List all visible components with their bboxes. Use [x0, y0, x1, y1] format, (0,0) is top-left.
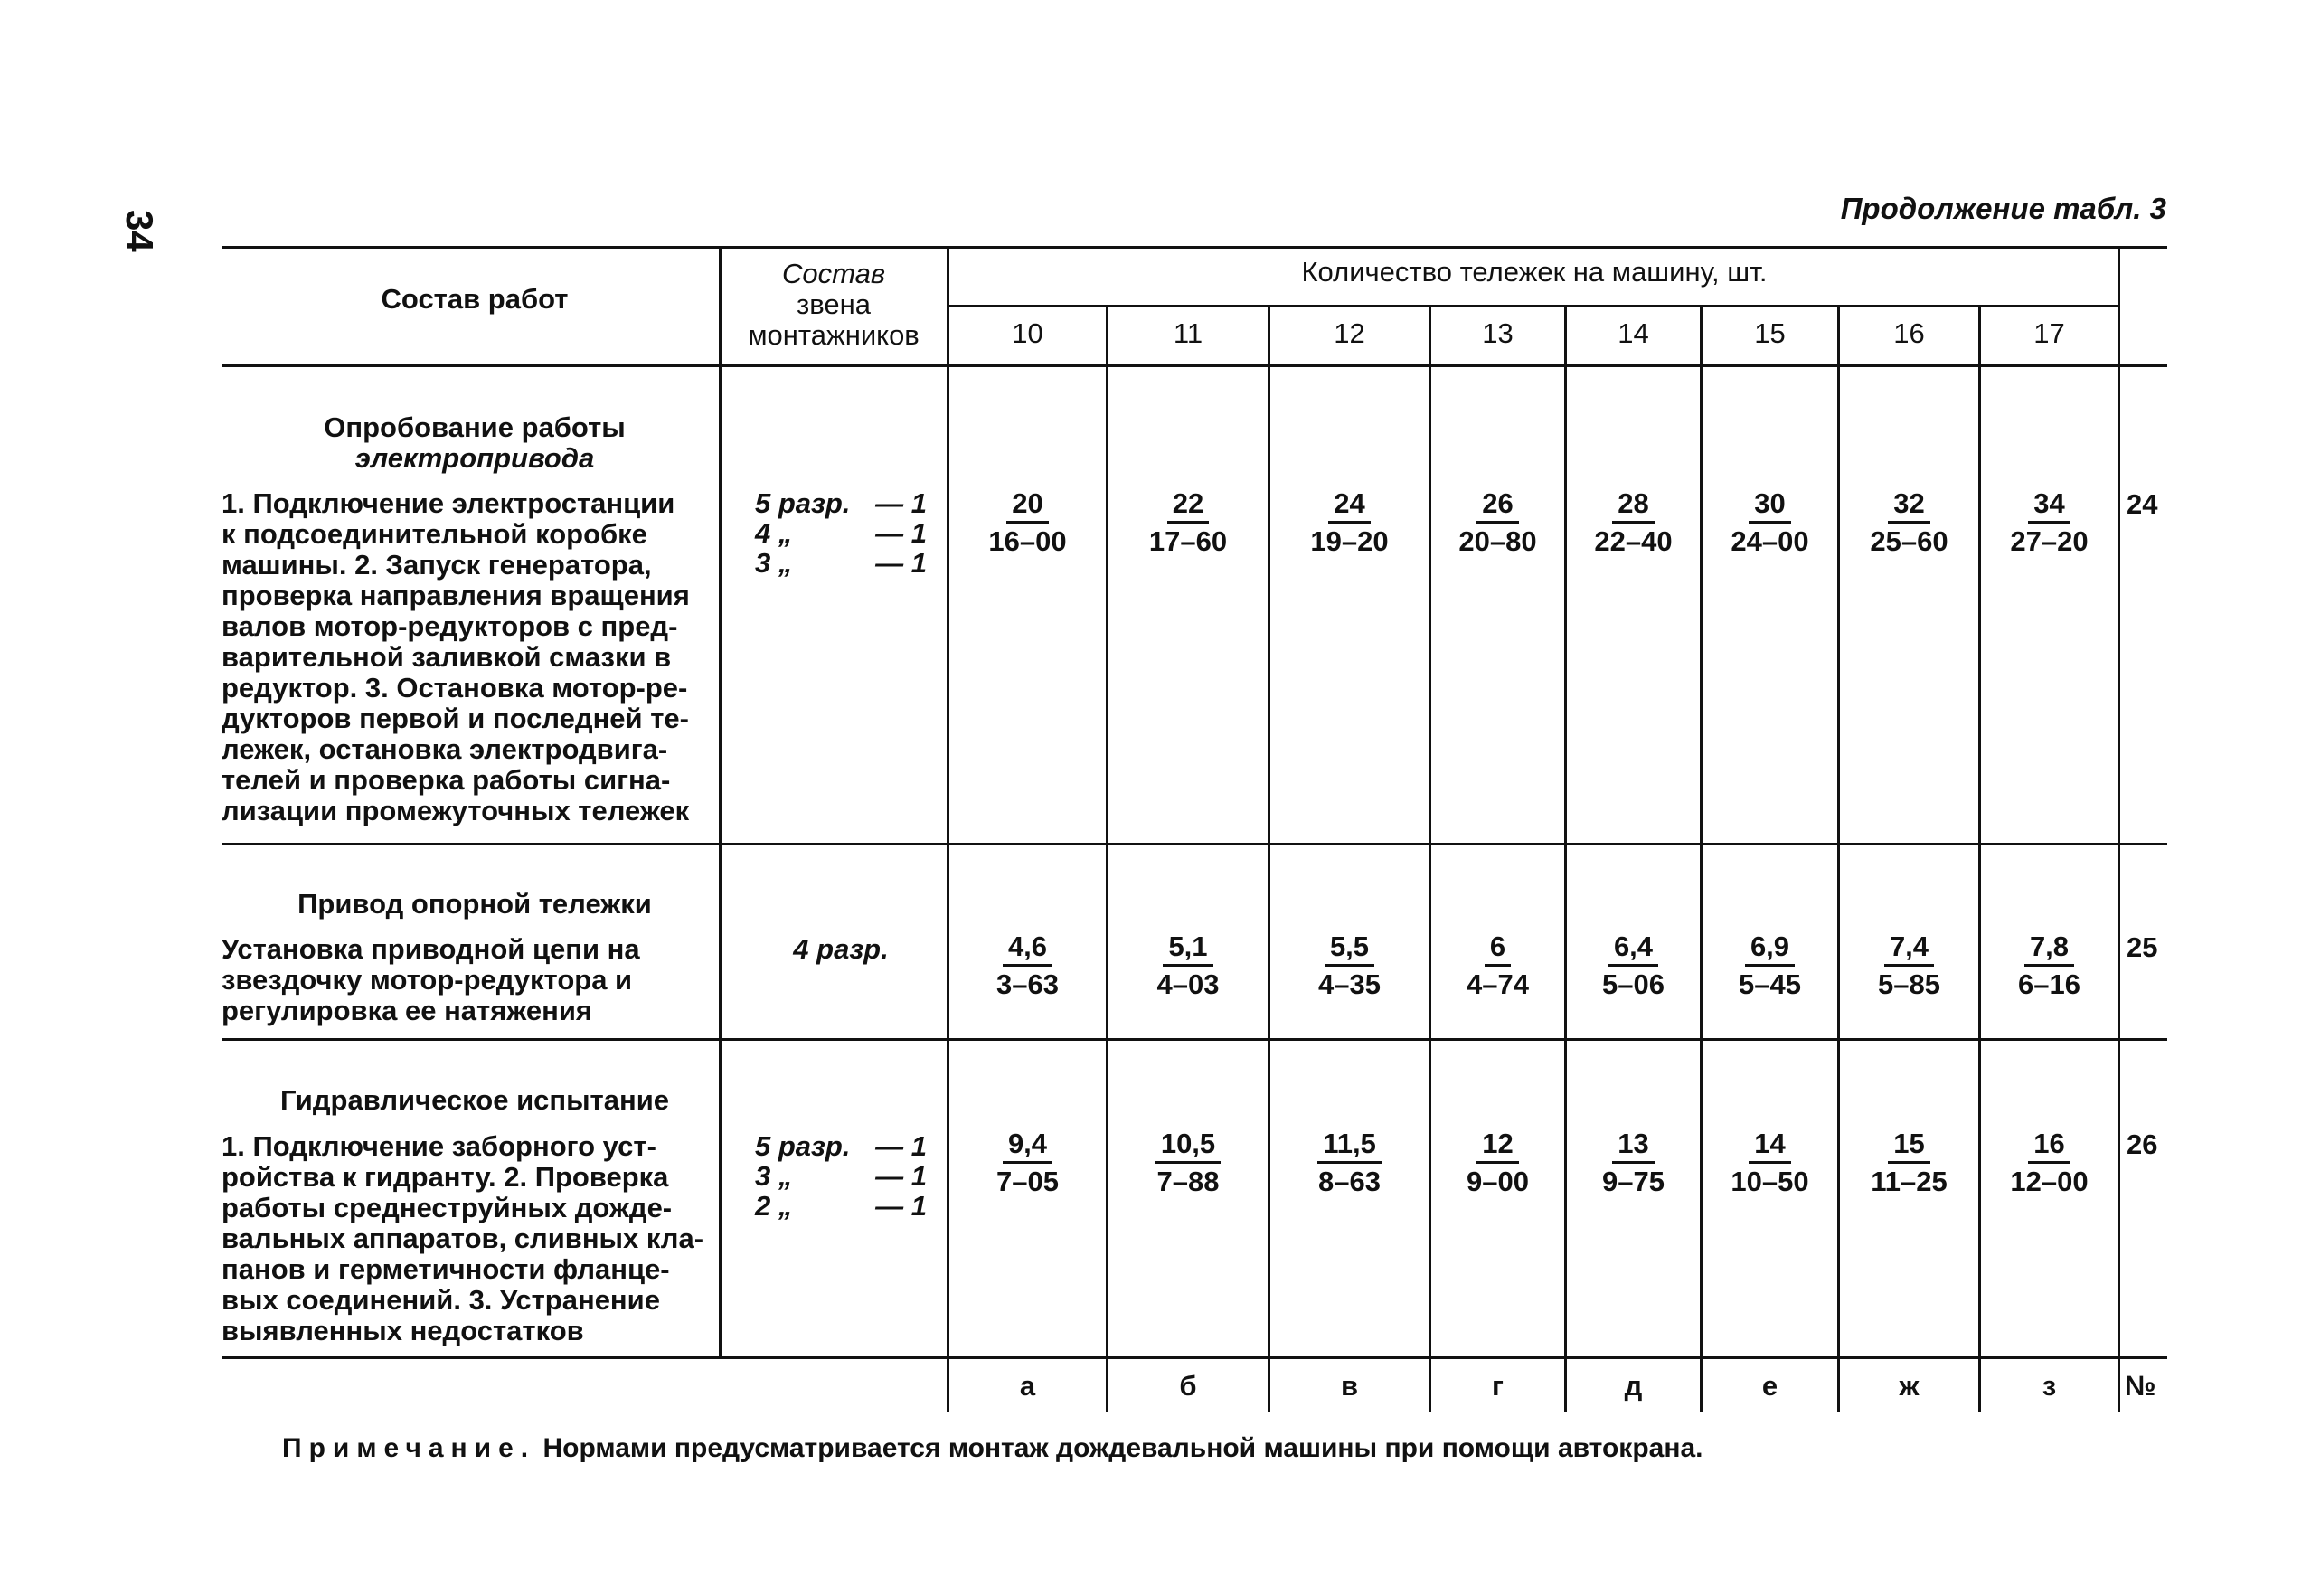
crew-row	[755, 488, 927, 518]
description-line: Установка приводной цепи на	[222, 933, 640, 965]
crew-grade: 2 „	[755, 1190, 793, 1222]
norm-cost: 10–50	[1731, 1166, 1809, 1197]
crew-composition	[755, 488, 927, 578]
norm-time: 24	[1328, 486, 1370, 524]
section-description	[222, 1131, 705, 1346]
norm-value	[1703, 1127, 1837, 1200]
norm-time: 4,6	[1003, 930, 1052, 967]
rule-section-2	[222, 1038, 2167, 1041]
norm-time: 7,8	[2024, 930, 2074, 967]
section-description	[222, 488, 705, 826]
norm-cost: 4–35	[1318, 968, 1381, 1000]
norm-value	[1108, 930, 1268, 1003]
column-header: 11	[1173, 317, 1203, 349]
column-letter: д	[1624, 1370, 1643, 1402]
norm-value	[1703, 486, 1837, 560]
norm-cost: 11–25	[1871, 1166, 1948, 1197]
rule-v-c14	[1564, 305, 1567, 1412]
norm-cost: 9–75	[1602, 1166, 1665, 1197]
description-line: 1. Подключение заборного уст-	[222, 1130, 656, 1162]
crew-count: — 1	[875, 1190, 927, 1222]
norm-cost: 12–00	[2010, 1166, 2089, 1197]
section-title	[222, 889, 728, 920]
norm-value	[1270, 486, 1429, 560]
norm-cost: 24–00	[1731, 525, 1809, 557]
rule-v-crew	[947, 246, 949, 1412]
norm-value	[949, 1127, 1106, 1200]
header-crew-line1: Состав	[781, 258, 886, 289]
description-line: 1. Подключение электростанции	[222, 487, 675, 519]
crew-count: — 1	[875, 487, 927, 519]
description-line: панов и герметичности фланце-	[222, 1253, 670, 1285]
crew-composition: 4 разр.	[793, 933, 889, 965]
norm-time: 34	[2028, 486, 2070, 524]
norm-cost: 4–74	[1467, 968, 1529, 1000]
crew-count: — 1	[875, 547, 927, 579]
norm-cost: 8–63	[1318, 1166, 1381, 1197]
norm-value	[1431, 930, 1564, 1003]
norm-value	[1431, 1127, 1564, 1200]
norm-time: 22	[1167, 486, 1209, 524]
norm-cost: 19–20	[1310, 525, 1389, 557]
rule-header-sub	[947, 305, 2120, 307]
section-title	[222, 412, 728, 474]
footnote-text: Нормами предусматривается монтаж дождевальной машины при помощи автокрана.	[542, 1433, 1703, 1463]
footnote	[282, 1433, 1703, 1464]
description-line: вых соединений. 3. Устранение	[222, 1284, 660, 1316]
description-line: лежек, остановка электродвига-	[222, 733, 668, 765]
footnote-label: Примечание.	[282, 1433, 536, 1463]
norm-time: 10,5	[1156, 1127, 1221, 1164]
description-line: дукторов первой и последней те-	[222, 703, 689, 734]
norm-time: 16	[2028, 1127, 2070, 1164]
crew-row	[755, 1161, 927, 1191]
norm-cost: 3–63	[996, 968, 1059, 1000]
rule-v-c16	[1837, 305, 1840, 1412]
column-letter: е	[1761, 1370, 1778, 1402]
rule-v-c17	[1978, 305, 1981, 1412]
rule-v-c13	[1429, 305, 1431, 1412]
description-line: звездочку мотор-редуктора и	[222, 964, 633, 996]
description-line: работы среднеструйных дожде-	[222, 1192, 673, 1223]
norm-time: 7,4	[1884, 930, 1934, 967]
norm-cost: 9–00	[1467, 1166, 1529, 1197]
norm-cost: 22–40	[1594, 525, 1673, 557]
norm-time: 12	[1476, 1127, 1518, 1164]
norm-time: 28	[1612, 486, 1654, 524]
norm-cost: 5–45	[1739, 968, 1801, 1000]
header-crew-line2: звена	[797, 288, 871, 320]
norm-time: 30	[1749, 486, 1790, 524]
column-header: 14	[1618, 317, 1649, 349]
column-header: 12	[1334, 317, 1365, 349]
norm-cost: 5–06	[1602, 968, 1665, 1000]
crew-count: — 1	[875, 517, 927, 549]
norm-time: 14	[1749, 1127, 1790, 1164]
norm-value	[1270, 1127, 1429, 1200]
description-line: вальных аппаратов, сливных кла-	[222, 1223, 704, 1254]
norm-value	[1108, 1127, 1268, 1200]
column-header: 16	[1893, 317, 1925, 349]
norm-cost: 25–60	[1870, 525, 1948, 557]
column-letter: а	[1019, 1370, 1036, 1402]
row-number: 25	[2127, 931, 2158, 963]
norm-time: 26	[1476, 486, 1518, 524]
norm-cost: 6–16	[2018, 968, 2080, 1000]
crew-count: — 1	[875, 1160, 927, 1192]
rule-section-1	[222, 843, 2167, 845]
norm-value	[1431, 486, 1564, 560]
description-line: проверка направления вращения	[222, 580, 690, 611]
norm-time: 9,4	[1003, 1127, 1052, 1164]
norm-value	[949, 486, 1106, 560]
column-letter: б	[1179, 1370, 1197, 1402]
rule-v-c11	[1106, 305, 1108, 1412]
norm-time: 32	[1888, 486, 1929, 524]
norm-value	[1981, 486, 2118, 560]
norm-value	[1981, 930, 2118, 1003]
section-title-line1: Опробование работы	[324, 411, 626, 443]
norm-value	[1703, 930, 1837, 1003]
norm-cost: 20–80	[1458, 525, 1537, 557]
crew-grade: 5 разр.	[755, 487, 851, 519]
norm-cost: 27–20	[2010, 525, 2089, 557]
norm-value	[949, 930, 1106, 1003]
rule-v-c12	[1268, 305, 1270, 1412]
header-crew-line3: монтажников	[748, 319, 920, 351]
rule-bottom	[222, 1356, 2167, 1359]
norm-time: 6	[1485, 930, 1511, 967]
norm-time: 20	[1006, 486, 1048, 524]
norm-value	[1567, 1127, 1700, 1200]
column-letter: в	[1340, 1370, 1359, 1402]
norm-cost: 16–00	[988, 525, 1067, 557]
description-line: ройства к гидранту. 2. Проверка	[222, 1161, 669, 1193]
section-title	[222, 1085, 728, 1116]
rule-v-last	[2118, 246, 2120, 1412]
norm-time: 5,5	[1325, 930, 1374, 967]
section-title-line1: Гидравлическое испытание	[279, 1084, 670, 1116]
crew-grade: 5 разр.	[755, 1130, 851, 1162]
section-title-line1: Привод опорной тележки	[297, 888, 652, 920]
header-quantity: Количество тележек на машину, шт.	[1301, 256, 1768, 288]
norm-value	[1840, 1127, 1978, 1200]
norm-time: 15	[1888, 1127, 1929, 1164]
norm-value	[1840, 930, 1978, 1003]
crew-grade: 3 „	[755, 547, 793, 579]
description-line: телей и проверка работы сигна-	[222, 764, 671, 796]
norm-cost: 17–60	[1148, 525, 1228, 557]
crew-row	[755, 1131, 927, 1161]
continuation-label: Продолжение табл. 3	[1840, 192, 2166, 225]
norm-value	[1270, 930, 1429, 1003]
rule-v-c15	[1700, 305, 1703, 1412]
section-title-line2: электропривода	[354, 442, 595, 474]
norm-value	[1840, 486, 1978, 560]
description-line: к подсоединительной коробке	[222, 518, 647, 550]
norm-cost: 5–85	[1878, 968, 1940, 1000]
description-line: регулировка ее натяжения	[222, 995, 592, 1026]
crew-count: — 1	[875, 1130, 927, 1162]
description-line: машины. 2. Запуск генератора,	[222, 549, 652, 581]
crew-grade: 4 „	[755, 517, 793, 549]
norm-value	[1567, 930, 1700, 1003]
column-header: 15	[1754, 317, 1786, 349]
description-line: варительной заливкой смазки в	[222, 641, 672, 673]
row-number: 26	[2127, 1129, 2158, 1160]
section-description	[222, 934, 705, 1026]
column-header: 10	[1012, 317, 1043, 349]
column-letter: ж	[1899, 1370, 1920, 1402]
norm-cost: 7–88	[1156, 1166, 1220, 1197]
description-line: лизации промежуточных тележек	[222, 795, 690, 826]
norm-time: 6,4	[1608, 930, 1658, 967]
norm-cost: 7–05	[996, 1166, 1059, 1197]
norm-time: 6,9	[1745, 930, 1795, 967]
number-sign: №	[2125, 1370, 2156, 1402]
norm-time: 11,5	[1317, 1127, 1382, 1164]
norm-time: 13	[1612, 1127, 1654, 1164]
column-header: 13	[1482, 317, 1514, 349]
description-line: выявленных недостатков	[222, 1315, 584, 1346]
norm-value	[1567, 486, 1700, 560]
crew-row	[755, 1191, 927, 1221]
norm-time: 5,1	[1163, 930, 1212, 967]
column-header: 17	[2033, 317, 2065, 349]
header-works: Состав работ	[381, 283, 569, 315]
norm-value	[1981, 1127, 2118, 1200]
norm-value	[1108, 486, 1268, 560]
norm-cost: 4–03	[1156, 968, 1220, 1000]
crew-row	[755, 518, 927, 548]
description-line: валов мотор-редукторов с пред-	[222, 610, 678, 642]
crew-composition	[755, 1131, 927, 1221]
page-number: 34	[118, 210, 161, 252]
crew-grade: 3 „	[755, 1160, 793, 1192]
header-crew	[721, 259, 947, 351]
column-letter: з	[2042, 1370, 2057, 1402]
column-letter: г	[1492, 1370, 1504, 1402]
description-line: редуктор. 3. Остановка мотор-ре-	[222, 672, 688, 704]
row-number: 24	[2127, 488, 2158, 520]
crew-row	[755, 548, 927, 578]
